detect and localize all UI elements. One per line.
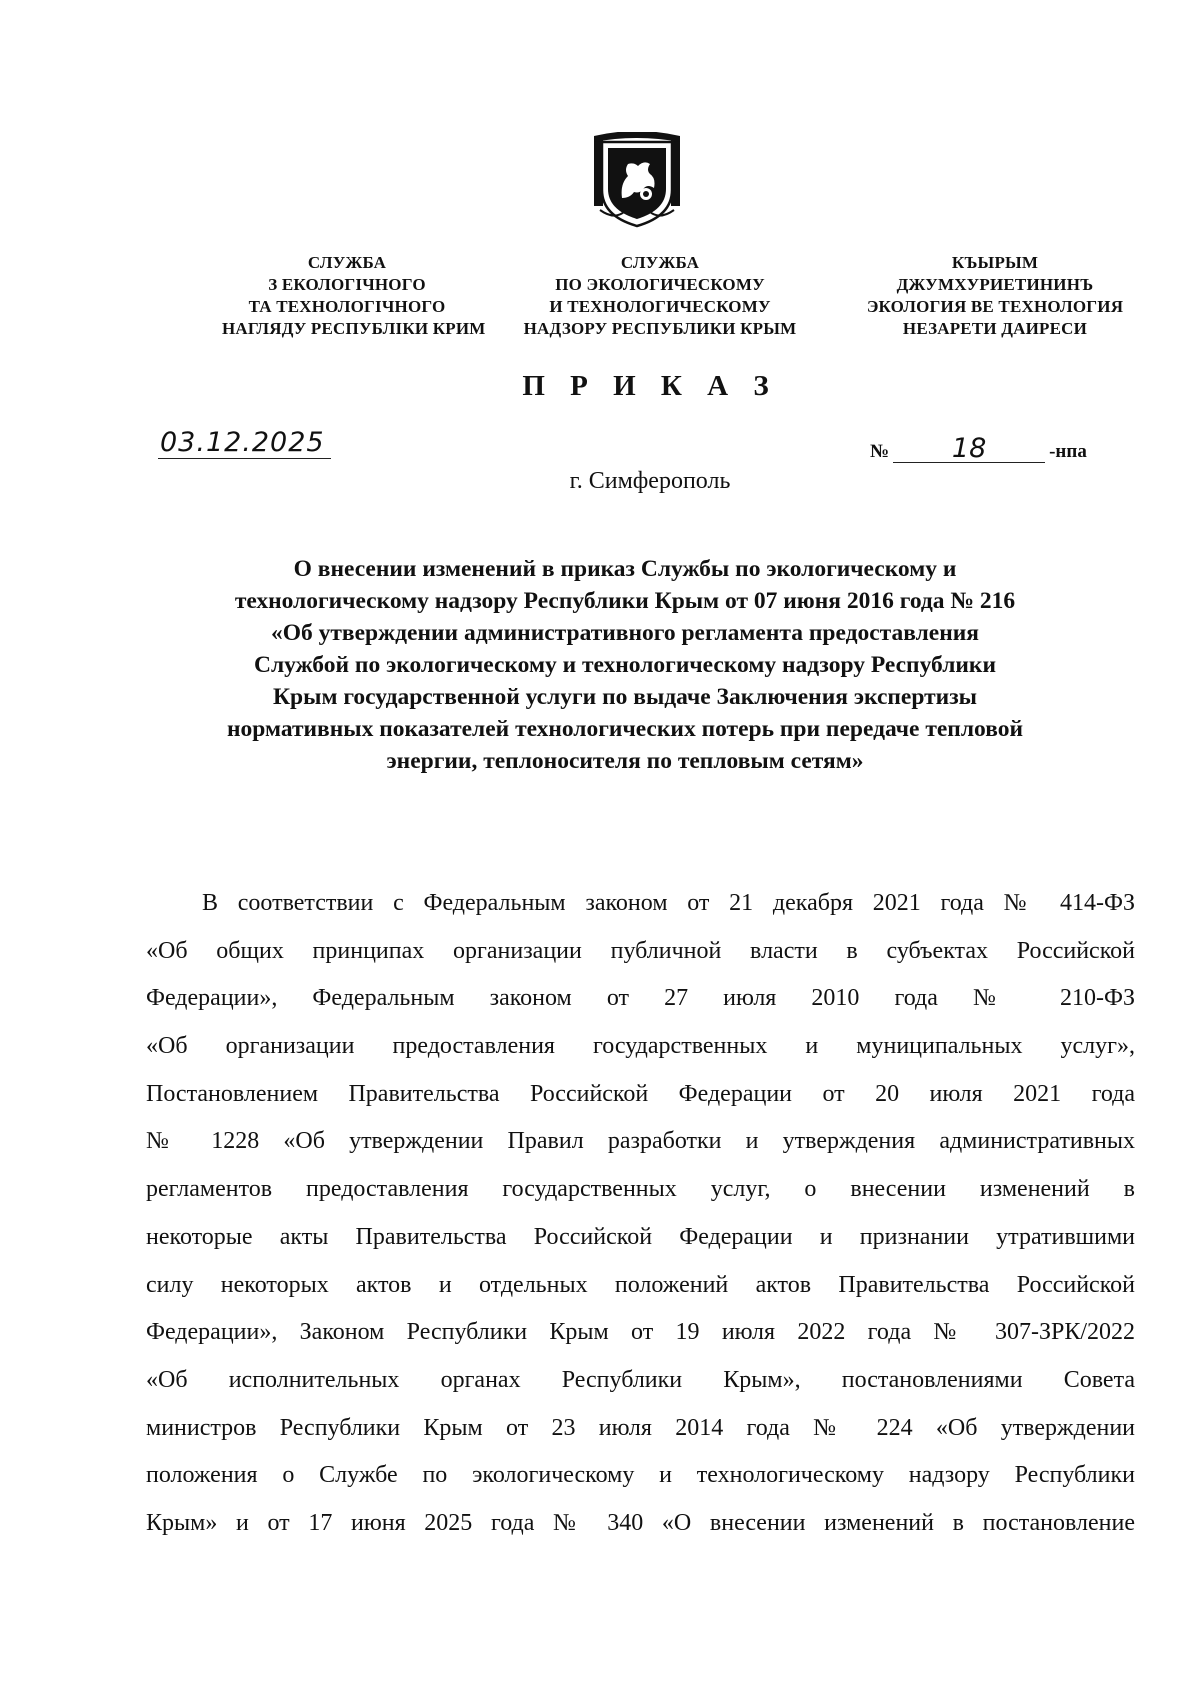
body-line: В соответствии с Федеральным законом от 21 декабря 2021 года № 414-ФЗ [202, 890, 1135, 916]
order-number [870, 433, 1087, 464]
body-line: некоторые акты Правительства Российской Федерации и признании утратившими [146, 1223, 1135, 1250]
header-left-line: ТА ТЕХНОЛОГІЧНОГО [248, 297, 446, 316]
header-middle-russian [495, 252, 825, 340]
body-line: № 1228 «Об утверждении Правил разработки и утверждения административных [146, 1128, 1135, 1155]
header-middle-line: СЛУЖБА [620, 253, 700, 272]
header-right-line: ДЖУМХУРИЕТИНИНЪ [896, 275, 1094, 294]
body-line: «Об организации предоставления государственных и муниципальных услуг», [146, 1033, 1135, 1060]
title-line: «Об утверждении административного регламента предоставления [270, 620, 980, 646]
title-line: энергии, теплоносителя по тепловым сетям» [386, 748, 864, 774]
header-right-line: ЭКОЛОГИЯ ВЕ ТЕХНОЛОГИЯ [866, 297, 1124, 316]
handwritten-number: 18 [893, 436, 1045, 463]
body-text [146, 880, 1135, 1548]
number-sign: № [870, 441, 890, 462]
header-middle-line: ПО ЭКОЛОГИЧЕСКОМУ [555, 275, 765, 294]
header-left-line: З ЕКОЛОГІЧНОГО [268, 275, 426, 294]
header-left-line: СЛУЖБА [307, 253, 387, 272]
title-line: Крым государственной услуги по выдаче Заключения экспертизы [273, 684, 977, 710]
body-line: положения о Службе по экологическому и технологическому надзору Республики [146, 1462, 1135, 1489]
order-title [145, 553, 1105, 777]
header-left-ukrainian [222, 252, 486, 340]
title-line: Службой по экологическому и технологическому надзору Республики [253, 652, 997, 678]
title-line: технологическому надзору Республики Крым от 07 июня 2016 года № 216 [234, 588, 1016, 614]
header-right-crimean-tatar [850, 252, 1140, 340]
title-line: нормативных показателей технологических потерь при передаче тепловой [226, 716, 1024, 742]
city-line: г. Симферополь [569, 468, 731, 494]
body-line: регламентов предоставления государственных услуг, о внесении изменений в [146, 1176, 1135, 1203]
body-line: Федерации», Федеральным законом от 27 июля 2010 года № 210-ФЗ [146, 985, 1135, 1012]
body-line: Постановлением Правительства Российской Федерации от 20 июля 2021 года [146, 1080, 1135, 1107]
body-line: «Об общих принципах организации публичной власти в субъектах Российской [146, 937, 1135, 964]
header-middle-line: НАДЗОРУ РЕСПУБЛИКИ КРЫМ [523, 319, 797, 338]
header-left-line: НАГЛЯДУ РЕСПУБЛІКИ КРИМ [222, 319, 486, 338]
handwritten-date: 03.12.2025 [158, 428, 331, 459]
header-middle-line: И ТЕХНОЛОГИЧЕСКОМУ [549, 297, 771, 316]
body-line: Федерации», Законом Республики Крым от 19 июля 2022 года № 307-ЗРК/2022 [146, 1319, 1135, 1346]
title-line: О внесении изменений в приказ Службы по экологическому и [293, 556, 957, 582]
header-right-line: КЪЫРЫМ [951, 253, 1039, 272]
header-right-line: НЕЗАРЕТИ ДАИРЕСИ [902, 319, 1088, 338]
body-line: «Об исполнительных органах Республики Крым», постановлениями Совета [146, 1366, 1135, 1393]
number-suffix: -нпа [1049, 441, 1087, 462]
document-type-heading: П Р И К А З [522, 370, 778, 402]
body-line: министров Республики Крым от 23 июля 2014 года № 224 «Об утверждении [146, 1414, 1135, 1441]
body-line: Крым» и от 17 июня 2025 года № 340 «О внесении изменений в постановление [146, 1509, 1135, 1536]
body-line: силу некоторых актов и отдельных положений актов Правительства Российской [146, 1271, 1135, 1298]
coat-of-arms-icon [594, 132, 680, 228]
